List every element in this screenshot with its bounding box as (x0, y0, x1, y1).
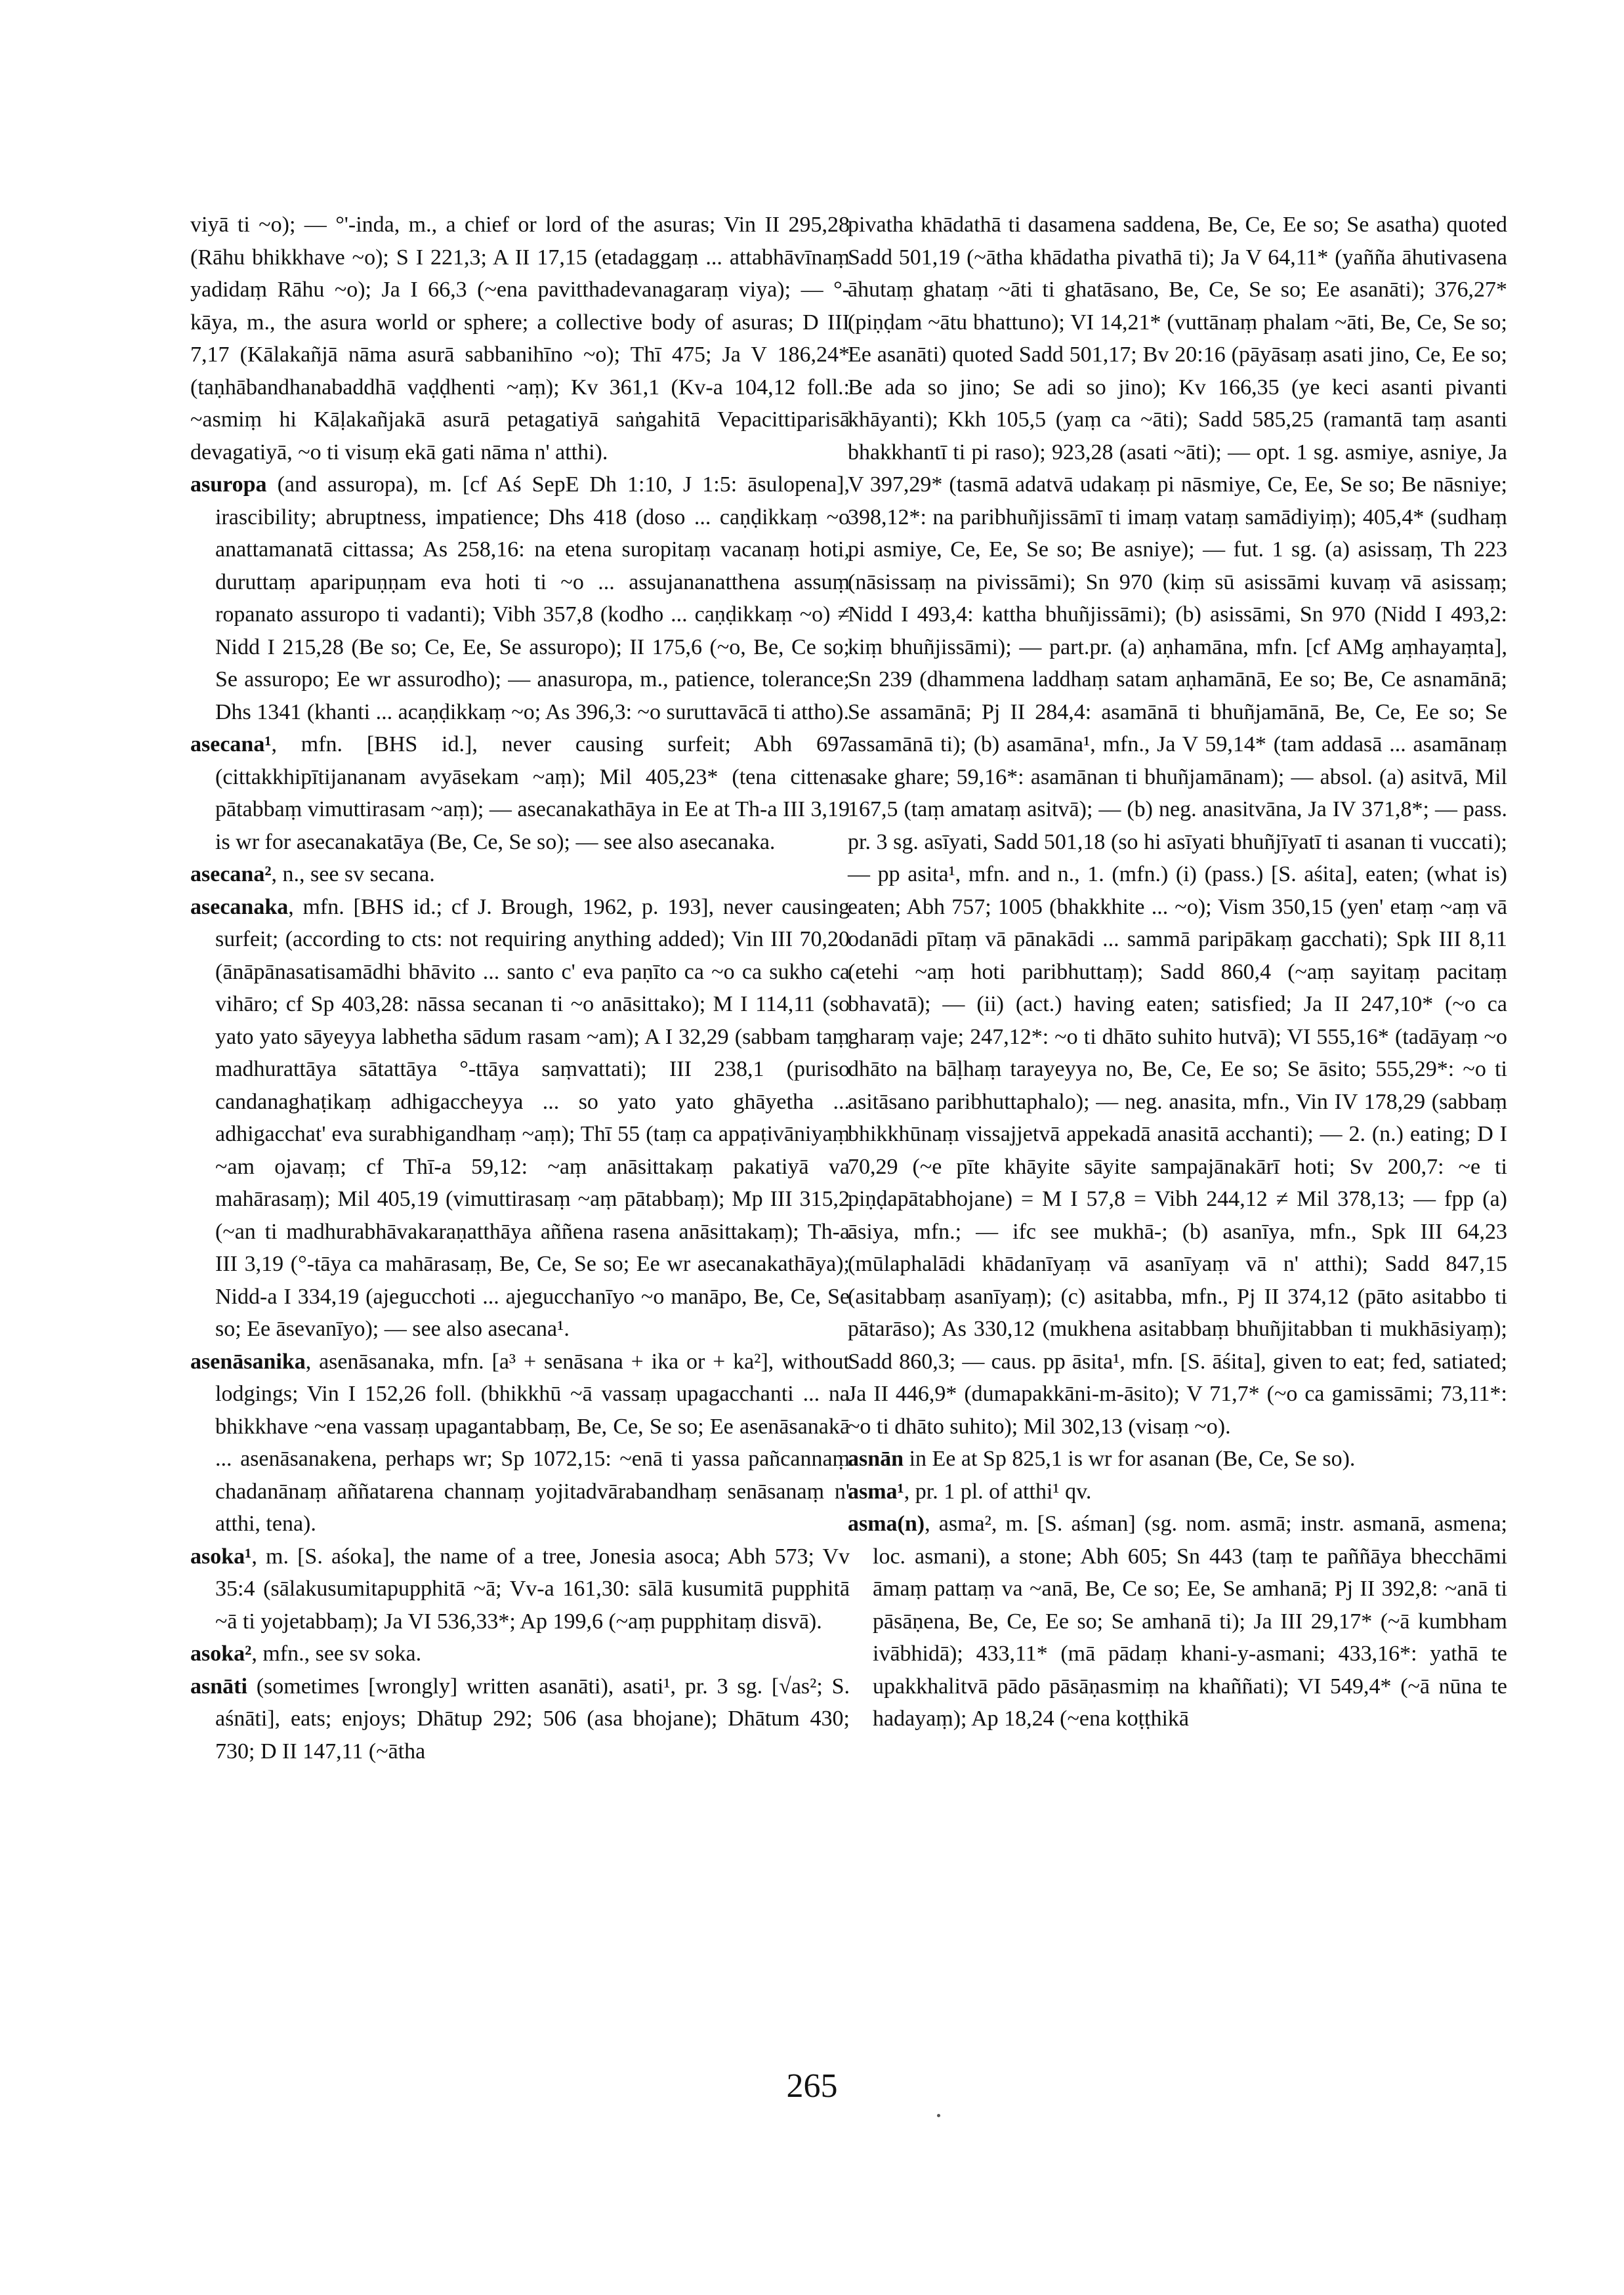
entry-headword: asma¹ (848, 1479, 904, 1504)
entry-text: , mfn., see sv soka. (251, 1642, 422, 1666)
entry-text: , n., see sv secana. (271, 862, 435, 886)
entry-headword: asecana² (190, 862, 272, 886)
entry-text: (and assuropa), m. [cf Aś SepE Dh 1:10, J 1:5: āsulopena], irascibility; abruptness, impatience; Dhs 418 (doso ... caṇḍikkaṃ ~o anattamanatā cittassa; As 258,16: na etena suropitaṃ vacanaṃ hoti, duruttaṃ aparipuṇṇam eva hoti ti ~o ... assujananatthena assuṃ ropanato assuropo ti vadanti); Vibh 357,8 (kodho ... caṇḍikkaṃ ~o) ≠ Nidd I 215,28 (Be so; Ce, Ee, Se assuropo); II 175,6 (~o, Be, Ce so; Se assuropo; Ee wr assurodho); — anasuropa, m., patience, tolerance; Dhs 1341 (khanti ... acaṇḍikkaṃ ~o; As 396,3: ~o suruttavācā ti attho). (215, 472, 850, 724)
left-column (190, 209, 850, 1768)
entry (190, 1670, 850, 1768)
entry (190, 728, 850, 858)
entry-headword: asoka¹ (190, 1544, 252, 1569)
entry-text: viyā ti ~o); — °'-inda, m., a chief or lord of the asuras; Vin II 295,28 (Rāhu bhikkhave ~o); S I 221,3; A II 17,15 (etadaggaṃ ... attabhāvīnaṃ yadidaṃ Rāhu ~o); Ja I 66,3 (~ena pavitthadevanagaraṃ viya); — °-kāya, m., the asura world or sphere; a collective body of asuras; D III 7,17 (Kālakañjā nāma asurā sabbanihīno ~o); Thī 475; Ja V 186,24* (taṇhābandhanabaddhā vaḍḍhenti ~aṃ); Kv 361,1 (Kv-a 104,12 foll.: ~asmiṃ hi Kāḷakañjakā asurā petagatiyā saṅgahitā Vepacittiparisā devagatiyā, ~o ti visuṃ ekā gati nāma n' atthi). (190, 213, 850, 465)
entry-headword: asecanaka (190, 894, 289, 919)
entry-text: , asenāsanaka, mfn. [a³ + senāsana + ika or + ka²], without lodgings; Vin I 152,26 foll. (bhikkhū ~ā vassaṃ upagacchanti ... na bhikkhave ~ena vassaṃ upagantabbaṃ, Be, Ce, Se so; Ee asenāsanakā ... asenāsanakena, perhaps wr; Sp 1072,15: ~enā ti yassa pañcannaṃ chadanānaṃ aññatarena channaṃ yojitadvārabandhaṃ senāsanaṃ n' atthi, tena). (215, 1349, 850, 1536)
entry-headword: asuropa (190, 472, 267, 497)
entry (190, 891, 850, 1346)
entry-headword: asecana¹ (190, 732, 272, 756)
entry (190, 468, 850, 728)
entry-headword: asnān (848, 1447, 904, 1471)
entry (848, 1508, 1507, 1735)
entry-text: , mfn. [BHS id.], never causing surfeit; Abh 697 (cittakkhipītijananam avyāsekam ~aṃ); Mil 405,23* (tena cittena pātabbaṃ vimuttirasam ~aṃ); — asecanakathāya in Ee at Th-a III 3,19 is wr for asecanakatāya (Be, Ce, Se so); — see also asecanaka. (215, 732, 850, 854)
page-number: 265 (786, 2067, 838, 2105)
entry-headword: asnāti (190, 1674, 247, 1699)
entry (190, 1540, 850, 1638)
entry-headword: asma(n) (848, 1512, 925, 1536)
scan-speck (937, 2114, 940, 2117)
entry-headword: asenāsanika (190, 1349, 306, 1374)
entry-text: , m. [S. aśoka], the name of a tree, Jonesia asoca; Abh 573; Vv 35:4 (sālakusumitapupphitā ~ā; Vv-a 161,30: sālā kusumitā pupphitā ~ā ti yojetabbaṃ); Ja VI 536,33*; Ap 199,6 (~aṃ pupphitaṃ disvā). (215, 1544, 850, 1634)
entry (190, 1346, 850, 1540)
entry-text: , mfn. [BHS id.; cf J. Brough, 1962, p. 193], never causing surfeit; (according to cts: not requiring anything added); Vin III 70,20 (ānāpānasatisamādhi bhāvito ... santo c' eva paṇīto ca ~o ca sukho ca vihāro; cf Sp 403,28: nāssa secanan ti ~o anāsittako); M I 114,11 (so yato yato sāyeyya labhetha sādum rasam ~am); A I 32,29 (sabbam taṃ madhurattāya sātattāya °-ttāya saṃvattati); III 238,1 (puriso candanaghaṭikaṃ adhigaccheyya ... so yato yato ghāyetha ... adhigacchat' eva surabhigandhaṃ ~aṃ); Thī 55 (taṃ ca appaṭivāniyaṃ ~am ojavaṃ; cf Thī-a 59,12: ~aṃ anāsittakaṃ pakatiyā va mahārasaṃ); Mil 405,19 (vimuttirasaṃ ~aṃ pātabbaṃ); Mp III 315,2 (~an ti madhurabhāvakaraṇatthāya aññena rasena anāsittakaṃ); Th-a III 3,19 (°-tāya ca mahārasaṃ, Be, Ce, Se so; Ee wr asecanakathāya); Nidd-a I 334,19 (ajegucchoti ... ajegucchanīyo ~o manāpo, Be, Ce, Se so; Ee āsevanīyo); — see also asecana¹. (215, 894, 850, 1341)
entry-headword: asoka² (190, 1642, 252, 1666)
entry-text: , pr. 1 pl. of atthi¹ qv. (904, 1479, 1092, 1504)
entry-text: pivatha khādathā ti dasamena saddena, Be, Ce, Ee so; Se asatha) quoted Sadd 501,19 (~ātha khādatha pivathā ti); Ja V 64,11* (yañña āhutivasena āhutaṃ ghataṃ ~āti ti ghatāsano, Be, Ce, Se so; Ee asanāti); 376,27* (piṇḍam ~ātu bhattuno); VI 14,21* (vuttānaṃ phalam ~āti, Be, Ce, Se so; Ee asanāti) quoted Sadd 501,17; Bv 20:16 (pāyāsaṃ asati jino, Ce, Ee so; Be ada so jino; Se adi so jino); Kv 166,35 (ye keci asanti pivanti khāyanti); Kkh 105,5 (yaṃ ca ~āti); Sadd 585,25 (ramantā taṃ asanti bhakkhantī ti pi raso); 923,28 (asati ~āti); — opt. 1 sg. asmiye, asniye, Ja V 397,29* (tasmā adatvā udakaṃ pi nāsmiye, Ce, Ee, Se so; Be nāsniye; 398,12*: na paribhuñjissāmī ti imaṃ vataṃ samādiyiṃ); 405,4* (sudhaṃ pi asmiye, Ce, Ee, Se so; Be asniye); — fut. 1 sg. (a) asissaṃ, Th 223 (nāsissaṃ na pivissāmi); Sn 970 (kiṃ sū asissāmi kuvaṃ vā asissaṃ; Nidd I 493,4: kattha bhuñjissāmi); (b) asissāmi, Sn 970 (Nidd I 493,2: kiṃ bhuñjissāmi); — part.pr. (a) aṇhamāna, mfn. [cf AMg aṃhayaṃta], Sn 239 (dhammena laddhaṃ satam aṇhamānā, Ee so; Be, Ce asnamānā; Se assamānā; Pj II 284,4: asamānā ti bhuñjamānā, Be, Ce, Ee so; Se assamānā ti); (b) asamāna¹, mfn., Ja V 59,14* (tam addasā ... asamānaṃ sake ghare; 59,16*: asamānan ti bhuñjamānam); — absol. (a) asitvā, Mil 167,5 (taṃ amataṃ asitvā); — (b) neg. anasitvāna, Ja IV 371,8*; — pass. pr. 3 sg. asīyati, Sadd 501,18 (so hi asīyati bhuñjīyatī ti asanan ti vuccati); — pp asita¹, mfn. and n., 1. (mfn.) (i) (pass.) [S. aśita], eaten; (what is) eaten; Abh 757; 1005 (bhakkhite ... ~o); Vism 350,15 (yen' etaṃ ~aṃ vā odanādi pītaṃ vā pānakādi ... sammā paripākaṃ gacchati); Spk III 8,11 (etehi ~aṃ hoti paribhuttaṃ); Sadd 860,4 (~aṃ sayitaṃ pacitaṃ bhavatā); — (ii) (act.) having eaten; satisfied; Ja II 247,10* (~o ca gharaṃ vaje; 247,12*: ~o ti dhāto suhito hutvā); VI 555,16* (tadāyaṃ ~o dhāto na bāḷhaṃ tarayeyya no, Be, Ce, Ee so; Se āsito; 555,29*: ~o ti asitāsano paribhuttaphalo); — neg. anasita, mfn., Vin IV 178,29 (sabbaṃ bhikkhūnaṃ vissajjetvā appekadā anasitā acchanti); — 2. (n.) eating; D I 70,29 (~e pīte khāyite sāyite sampajānakārī hoti; Sv 200,7: ~e ti piṇḍapātabhojane) = M I 57,8 = Vibh 244,12 ≠ Mil 378,13; — fpp (a) āsiya, mfn.; — ifc see mukhā-; (b) asanīya, mfn., Spk III 64,23 (mūlaphalādi khādanīyaṃ vā asanīyaṃ vā n' atthi); Sadd 847,15 (asitabbaṃ asanīyaṃ); (c) asitabba, mfn., Pj II 374,12 (pāto asitabbo ti pātarāso); As 330,12 (mukhena asitabbaṃ bhuñjitabban ti mukhāsiyaṃ); Sadd 860,3; — caus. pp āsita¹, mfn. [S. āśita], given to eat; fed, satiated; Ja II 446,9* (dumapakkāni-m-āsito); V 71,7* (~o ca gamissāmi; 73,11*: ~o ti dhāto suhito); Mil 302,13 (visaṃ ~o). (848, 213, 1507, 1439)
entry (848, 1443, 1507, 1476)
right-column (848, 209, 1507, 1735)
entry-continuation (848, 209, 1507, 1443)
entry-text: (sometimes [wrongly] written asanāti), asati¹, pr. 3 sg. [√as²; S. aśnāti], eats; enjoys; Dhātup 292; 506 (asa bhojane); Dhātum 430; 730; D II 147,11 (~ātha (215, 1674, 850, 1764)
entry-continuation (190, 209, 850, 468)
entry (848, 1476, 1507, 1508)
entry-text: in Ee at Sp 825,1 is wr for asanan (Be, Ce, Se so). (904, 1447, 1356, 1471)
entry (190, 1638, 850, 1670)
entry (190, 858, 850, 891)
entry-text: , asma², m. [S. aśman] (sg. nom. asmā; instr. asmanā, asmena; loc. asmani), a stone; Abh 605; Sn 443 (taṃ te paññāya bhecchāmi āmaṃ pattaṃ va ~anā, Be, Ce so; Ee, Se amhanā; Pj II 392,8: ~anā ti pāsāṇena, Be, Ce, Ee so; Se amhanā ti); Ja III 29,17* (~ā kumbham ivābhidā); 433,11* (mā pādaṃ khani-y-asmani; 433,16*: yathā te upakkhalitvā pādo pāsāṇasmiṃ na khaññati); VI 549,4* (~ā nūna te hadayaṃ); Ap 18,24 (~ena koṭṭhikā (873, 1512, 1507, 1731)
